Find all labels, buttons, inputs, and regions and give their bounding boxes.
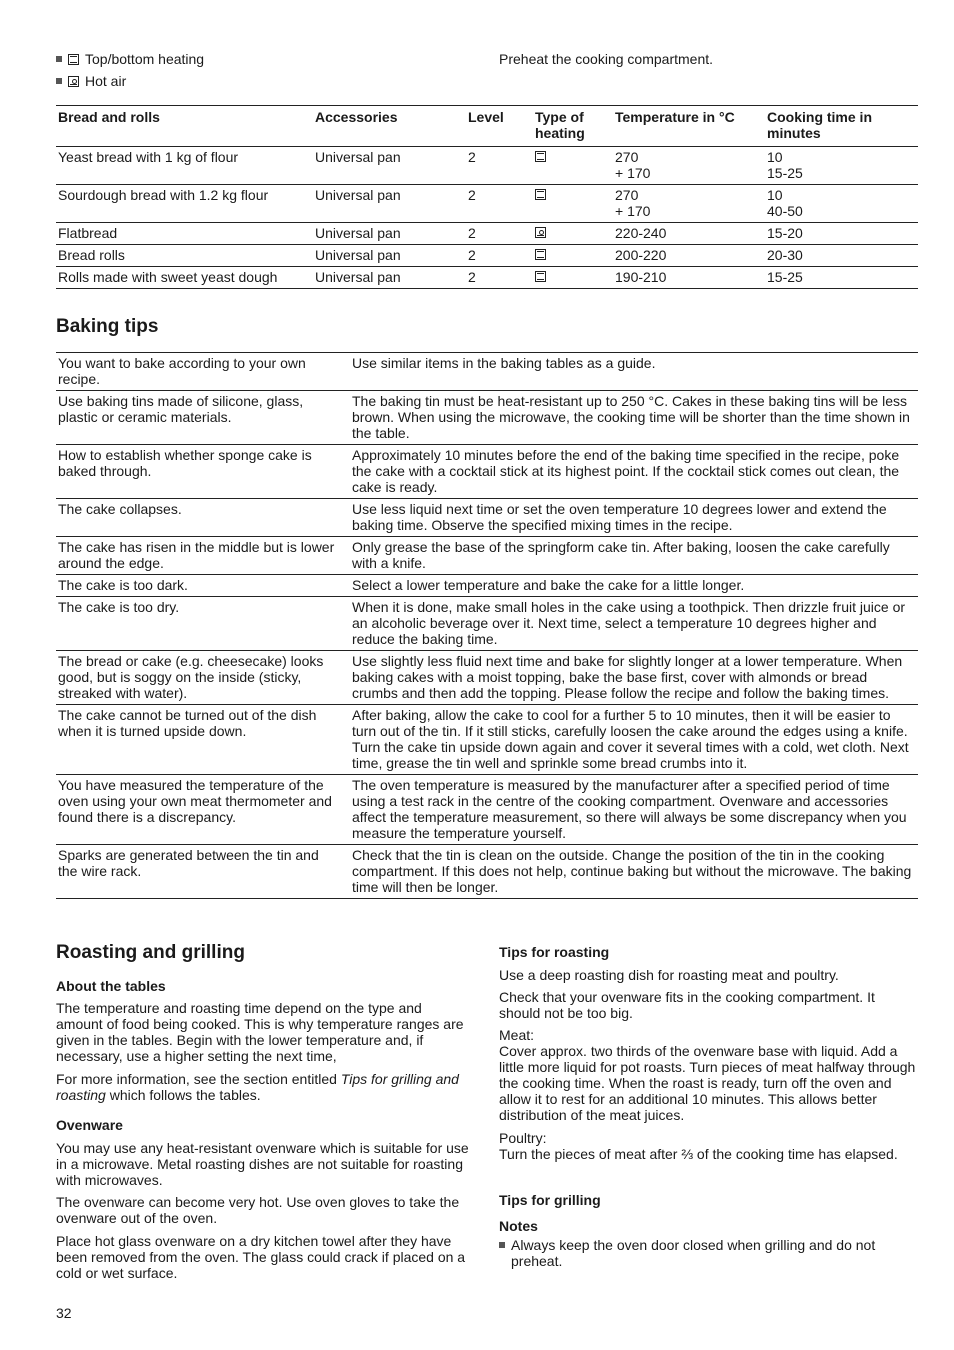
top-bottom-heating-icon <box>68 54 79 65</box>
time-value: 15-25 <box>767 165 803 181</box>
top-bottom-heating-icon <box>535 189 546 200</box>
cell-accessory: Universal pan <box>313 267 466 289</box>
legend-label: Top/bottom heating <box>85 51 205 67</box>
tips-grilling-heading: Tips for grilling <box>499 1192 601 1208</box>
top-bottom-heating-icon <box>535 151 546 162</box>
ovenware-heading: Ovenware <box>56 1117 123 1133</box>
tip-solution: The baking tin must be heat-resistant up to 250 °C. Cakes in these baking tins will be less brown. When using the microwave, the cooking time will be shorter than the time shown in the table. <box>350 391 918 445</box>
table-row <box>56 147 918 185</box>
time-value: 15-25 <box>767 269 803 285</box>
cell-level: 2 <box>466 147 533 185</box>
cell-bread-name: Yeast bread with 1 kg of flour <box>56 147 313 185</box>
cell-bread-name: Rolls made with sweet yeast dough <box>56 267 313 289</box>
cell-heating <box>533 185 613 223</box>
legend-top-bottom-heating <box>56 51 204 67</box>
cell-accessory: Universal pan <box>313 147 466 185</box>
more-info-paragraph: For more information, see the section entitled Tips for grilling and roasting which follows the tables. <box>56 1071 459 1103</box>
tip-solution: Only grease the base of the springform cake tin. After baking, loosen the cake carefully with a knife. <box>350 537 918 575</box>
notes-heading: Notes <box>499 1218 538 1234</box>
cell-temperature <box>613 223 765 245</box>
tip-solution: When it is done, make small holes in the cake using a toothpick. Then drizzle fruit juice or an alcoholic beverage over it. Next time, select a temperature 10 degrees higher and reduce the baking time. <box>350 597 918 651</box>
cell-time <box>765 245 918 267</box>
about-tables-paragraph: The temperature and roasting time depend on the type and amount of food being cooked. This is why temperature ranges are given in the tables. Begin with the lower temperature and, if necessary, use a higher setting the next time, <box>56 1000 464 1064</box>
baking-tips-table <box>56 352 918 899</box>
ovenware-paragraph-2: The ovenware can become very hot. Use oven gloves to take the ovenware out of the oven. <box>56 1194 460 1226</box>
note-text: Always keep the oven door closed when grilling and do not preheat. <box>511 1237 876 1269</box>
tip-row <box>56 499 918 537</box>
tip-row <box>56 705 918 775</box>
cell-accessory: Universal pan <box>313 245 466 267</box>
tip-solution: Use slightly less fluid next time and bake for slightly longer at a lower temperature. When baking cakes with a moist topping, bake the base first, cover with almonds or bread crumbs and then add the topping. Please follow the recipe and follow the baking times. <box>350 651 918 705</box>
cell-level: 2 <box>466 245 533 267</box>
ovenware-paragraph-3: Place hot glass ovenware on a dry kitchen towel after they have been removed from the oven. The glass could crack if placed on a cold or wet surface. <box>56 1233 466 1281</box>
tip-solution: The oven temperature is measured by the manufacturer after a specified period of time using a test rack in the centre of the cooking compartment. Ovenware and accessories affect the temperature measurement, so there will always be some discrepancy when you measure the temperature yourself. <box>350 775 918 845</box>
tip-problem: How to establish whether sponge cake is baked through. <box>56 445 350 499</box>
temperature-value: 190-210 <box>615 269 667 285</box>
cell-heating <box>533 223 613 245</box>
cell-level: 2 <box>466 185 533 223</box>
tip-row <box>56 391 918 445</box>
tip-problem: Sparks are generated between the tin and the wire rack. <box>56 845 350 899</box>
column-header: Temperature in °C <box>613 106 765 147</box>
tip-row <box>56 353 918 391</box>
tip-problem: The cake collapses. <box>56 499 350 537</box>
temperature-value: + 170 <box>615 203 651 219</box>
cell-accessory: Universal pan <box>313 185 466 223</box>
cell-time <box>765 267 918 289</box>
time-value: 10 <box>767 187 783 203</box>
table-row <box>56 223 918 245</box>
legend-hot-air <box>56 73 126 89</box>
column-header: Cooking time in minutes <box>765 106 918 147</box>
table-row <box>56 245 918 267</box>
tip-row <box>56 845 918 899</box>
column-header: Type of heating <box>533 106 613 147</box>
tip-problem: The cake is too dry. <box>56 597 350 651</box>
bullet-icon <box>499 1242 505 1248</box>
table-row <box>56 185 918 223</box>
hot-air-icon <box>535 227 546 238</box>
tip-solution: Use less liquid next time or set the oven temperature 10 degrees lower and extend the baking time. Observe the specified mixing times in the recipe. <box>350 499 918 537</box>
cell-temperature <box>613 267 765 289</box>
poultry-paragraph: Turn the pieces of meat after ⅔ of the cooking time has elapsed. <box>499 1146 898 1162</box>
cell-bread-name: Sourdough bread with 1.2 kg flour <box>56 185 313 223</box>
tip-row <box>56 445 918 499</box>
cell-bread-name: Flatbread <box>56 223 313 245</box>
column-header: Bread and rolls <box>56 106 313 147</box>
tip-problem: The cake cannot be turned out of the dish when it is turned upside down. <box>56 705 350 775</box>
tip-problem: You want to bake according to your own recipe. <box>56 353 350 391</box>
column-header: Level <box>466 106 533 147</box>
cell-temperature <box>613 185 765 223</box>
temperature-value: 200-220 <box>615 247 667 263</box>
hot-air-icon <box>68 76 79 87</box>
meat-label: Meat: <box>499 1027 535 1043</box>
roasting-grilling-heading: Roasting and grilling <box>56 942 245 963</box>
cell-heating <box>533 147 613 185</box>
baking-tips-heading: Baking tips <box>56 316 159 337</box>
cell-accessory: Universal pan <box>313 223 466 245</box>
temperature-value: 270 <box>615 149 639 165</box>
bullet-icon <box>56 56 62 62</box>
top-bottom-heating-icon <box>535 271 546 282</box>
cell-time <box>765 185 918 223</box>
bullet-icon <box>56 78 62 84</box>
cell-temperature <box>613 147 765 185</box>
time-value: 10 <box>767 149 783 165</box>
cell-level: 2 <box>466 223 533 245</box>
tip-row <box>56 597 918 651</box>
table-header-row <box>56 106 918 147</box>
tips-roasting-heading: Tips for roasting <box>499 944 610 960</box>
tip-solution: Check that the tin is clean on the outside. Change the position of the tin in the cooking compartment. If this does not help, continue baking but without the microwave. The baking time will then be longer. <box>350 845 918 899</box>
tip-row <box>56 537 918 575</box>
preheat-note: Preheat the cooking compartment. <box>499 51 714 67</box>
meat-paragraph: Cover approx. two thirds of the ovenware base with liquid. Add a little more liquid for pot roasts. Turn pieces of meat halfway through the cooking time. When the roast is ready, turn off the oven and allow it to rest for an additional 10 minutes. This allows better distribution of the meat juices. <box>499 1043 916 1123</box>
temperature-value: 270 <box>615 187 639 203</box>
tip-problem: The cake has risen in the middle but is lower around the edge. <box>56 537 350 575</box>
tip-problem: Use baking tins made of silicone, glass, plastic or ceramic materials. <box>56 391 350 445</box>
tips-reference: Tips for grilling and roasting <box>56 1071 459 1103</box>
cell-level: 2 <box>466 267 533 289</box>
tip-solution: Use similar items in the baking tables as a guide. <box>350 353 918 391</box>
tip-solution: Approximately 10 minutes before the end of the baking time specified in the recipe, poke the cake with a cocktail stick at its highest point. If the cocktail stick comes out clean, the cake is ready. <box>350 445 918 499</box>
tip-problem: The bread or cake (e.g. cheesecake) looks good, but is soggy on the inside (sticky, streaked with water). <box>56 651 350 705</box>
table-row <box>56 267 918 289</box>
tip-solution: After baking, allow the cake to cool for a further 5 to 10 minutes, then it will be easier to turn out of the tin. If it still sticks, carefully loosen the cake around the edges using a knife. Turn the cake tin upside down again and cover it several times with a cold, wet cloth. Next time, grease the tin well and sprinkle some bread crumbs into it. <box>350 705 918 775</box>
tips-roasting-paragraph-2: Check that your ovenware fits in the cooking compartment. It should not be too big. <box>499 989 875 1021</box>
about-tables-heading: About the tables <box>56 978 166 994</box>
tip-problem: The cake is too dark. <box>56 575 350 597</box>
poultry-label: Poultry: <box>499 1130 547 1146</box>
cell-bread-name: Bread rolls <box>56 245 313 267</box>
temperature-value: + 170 <box>615 165 651 181</box>
tip-row <box>56 575 918 597</box>
cell-heating <box>533 267 613 289</box>
legend-label: Hot air <box>85 73 127 89</box>
cell-time <box>765 223 918 245</box>
tip-problem: You have measured the temperature of the oven using your own meat thermometer and found there is a discrepancy. <box>56 775 350 845</box>
tips-roasting-paragraph-1: Use a deep roasting dish for roasting meat and poultry. <box>499 967 839 983</box>
cell-heating <box>533 245 613 267</box>
time-value: 15-20 <box>767 225 803 241</box>
top-bottom-heating-icon <box>535 249 546 260</box>
time-value: 20-30 <box>767 247 803 263</box>
cell-time <box>765 147 918 185</box>
ovenware-paragraph-1: You may use any heat-resistant ovenware which is suitable for use in a microwave. Metal roasting dishes are not suitable for roasting with microwaves. <box>56 1140 469 1188</box>
tip-solution: Select a lower temperature and bake the cake for a little longer. <box>350 575 918 597</box>
cell-temperature <box>613 245 765 267</box>
bread-table <box>56 105 918 289</box>
tip-row <box>56 775 918 845</box>
time-value: 40-50 <box>767 203 803 219</box>
page-number: 32 <box>56 1305 72 1321</box>
note-list-item <box>499 1237 919 1269</box>
temperature-value: 220-240 <box>615 225 667 241</box>
tip-row <box>56 651 918 705</box>
column-header: Accessories <box>313 106 466 147</box>
